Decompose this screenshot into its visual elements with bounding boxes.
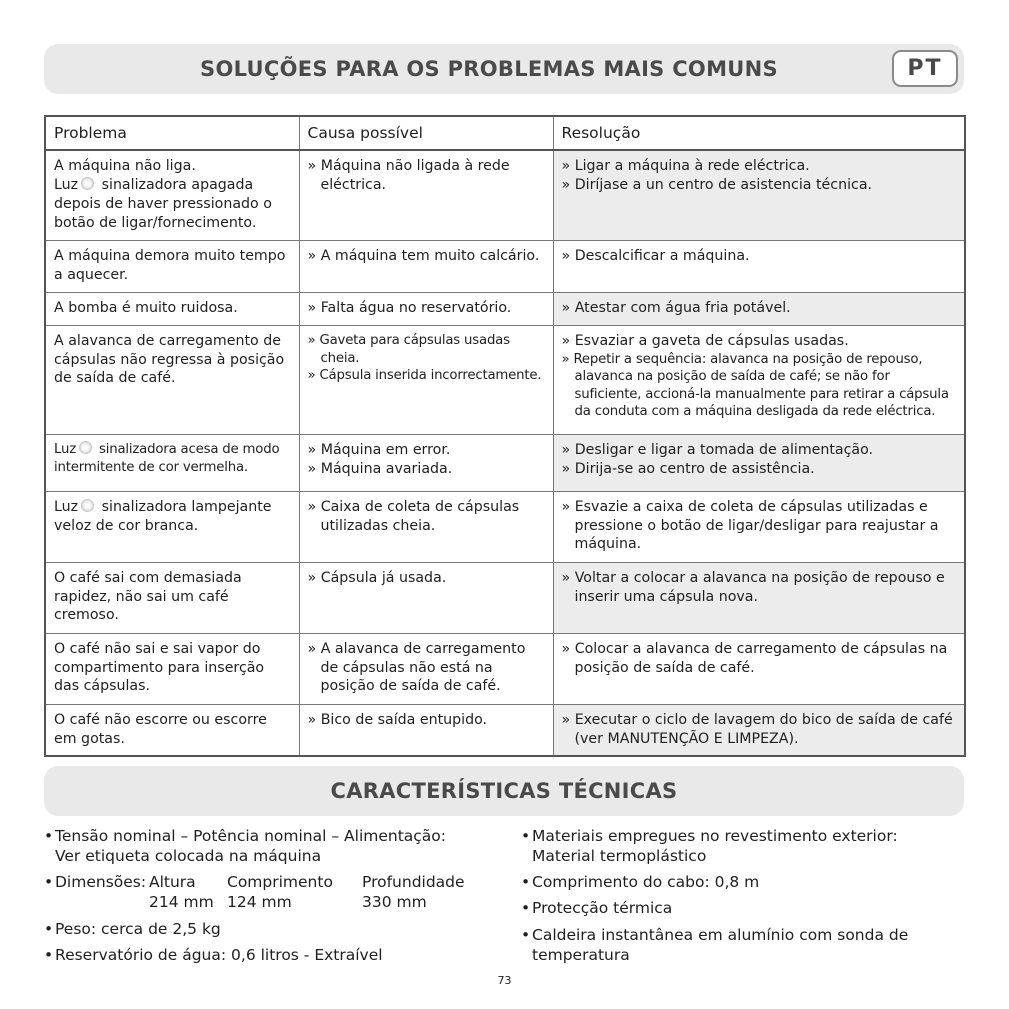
cause-cell — [299, 704, 553, 756]
resolution-cell — [553, 704, 965, 756]
dimension-value: 214 mm — [149, 893, 214, 912]
resolution-item: » Ligar a máquina à rede eléctrica. — [562, 157, 957, 176]
cause-cell — [299, 633, 553, 704]
indicator-light-icon — [81, 499, 94, 512]
cause-item: » Cápsula já usada. — [308, 569, 545, 588]
problem-cell: O café não sai e sai vapor do compartimento para inserção das cápsulas. — [45, 633, 299, 704]
indicator-light-icon — [79, 441, 92, 454]
specs-left-column — [44, 826, 504, 971]
spec-thermal: • Protecção térmica — [521, 898, 961, 918]
dimension-header: Altura — [149, 873, 196, 892]
table-row — [45, 150, 965, 240]
problem-cell: A máquina demora muito tempo a aquecer. — [45, 240, 299, 292]
resolution-cell — [553, 150, 965, 240]
troubleshooting-table — [44, 115, 966, 757]
spec-voltage — [44, 826, 504, 866]
dimension-header: Comprimento — [227, 873, 333, 892]
problem-cell — [45, 434, 299, 491]
cause-item: » Falta água no reservatório. — [308, 299, 545, 318]
resolution-item: » Esvazie a caixa de coleta de cápsulas utilizadas e pressione o botão de ligar/desligar para reajustar a máquina. — [562, 498, 957, 554]
problem-luz-text: Luz — [54, 177, 79, 194]
problem-cell — [45, 150, 299, 240]
cause-item: » Cápsula inserida incorrectamente. — [308, 367, 545, 385]
problem-luz-text: Luz — [54, 498, 79, 515]
page-title: SOLUÇÕES PARA OS PROBLEMAS MAIS COMUNS — [200, 57, 778, 81]
cause-item: » Gaveta para cápsulas usadas cheia. — [308, 332, 545, 367]
resolution-item: » Dirija-se ao centro de assistência. — [562, 460, 957, 479]
cause-item: » Máquina não ligada à rede eléctrica. — [308, 157, 545, 194]
cause-item: » Bico de saída entupido. — [308, 711, 545, 730]
table-row — [45, 434, 965, 491]
page-number: 73 — [497, 974, 512, 987]
problem-cell: A alavanca de carregamento de cápsulas não regressa à posição de saída de café. — [45, 325, 299, 434]
spec-cable: • Comprimento do cabo: 0,8 m — [521, 872, 961, 892]
resolution-item: » Diríjase a un centro de asistencia técnica. — [562, 176, 957, 195]
table-header-row — [45, 116, 965, 150]
cause-item: » Máquina avariada. — [308, 460, 545, 479]
resolution-cell — [553, 240, 965, 292]
resolution-cell — [553, 434, 965, 491]
cause-item: » Caixa de coleta de cápsulas utilizadas cheia. — [308, 498, 545, 535]
table-row — [45, 240, 965, 292]
problem-text: sinalizadora apagada depois de haver pressionado o botão de ligar/fornecimento. — [54, 177, 272, 231]
dimension-value: 330 mm — [362, 893, 427, 912]
resolution-cell — [553, 491, 965, 562]
cause-cell — [299, 325, 553, 434]
cause-item: » Máquina em error. — [308, 441, 545, 460]
spec-boiler: • Caldeira instantânea em alumínio com sonda de temperatura — [521, 925, 961, 965]
problem-cell: A bomba é muito ruidosa. — [45, 292, 299, 325]
table-row — [45, 325, 965, 434]
cause-item: » A máquina tem muito calcário. — [308, 247, 545, 266]
resolution-cell — [553, 325, 965, 434]
spec-materials — [521, 826, 961, 866]
problem-luz-text: Luz — [54, 441, 76, 457]
spec-weight: • Peso: cerca de 2,5 kg — [44, 919, 504, 939]
spec-text: • Materiais empregues no revestimento exterior: — [532, 827, 898, 845]
cause-cell — [299, 562, 553, 633]
troubleshooting-header — [44, 44, 964, 94]
cause-cell — [299, 491, 553, 562]
resolution-item: » Executar o ciclo de lavagem do bico de saída de café (ver MANUTENÇÃO E LIMPEZA). — [562, 711, 957, 748]
specs-right-column — [521, 826, 961, 971]
resolution-item: » Colocar a alavanca de carregamento de cápsulas na posição de saída de café. — [562, 640, 957, 677]
resolution-cell — [553, 633, 965, 704]
resolution-item: » Atestar com água fria potável. — [562, 299, 957, 318]
table-row — [45, 633, 965, 704]
cause-cell — [299, 434, 553, 491]
resolution-cell — [553, 562, 965, 633]
cause-item: » A alavanca de carregamento de cápsulas não está na posição de saída de café. — [308, 640, 545, 696]
spec-dimensions — [44, 872, 504, 912]
table-row — [45, 704, 965, 756]
resolution-item: » Repetir a sequência: alavanca na posição de repouso, alavanca na posição de saída de café; se não for suficiente, accioná-la manualmente para retirar a cápsula da conduta com a máquina desligada da rede eléctrica. — [562, 351, 957, 421]
indicator-light-icon — [81, 177, 94, 190]
column-header-resolution: Resolução — [553, 116, 965, 150]
resolution-item: » Esvaziar a gaveta de cápsulas usadas. — [562, 332, 957, 351]
language-badge: PT — [892, 50, 958, 87]
resolution-item: » Descalcificar a máquina. — [562, 247, 957, 266]
spec-text: • Tensão nominal – Potência nominal – Alimentação: — [55, 827, 447, 845]
cause-cell — [299, 292, 553, 325]
column-header-problem: Problema — [45, 116, 299, 150]
resolution-item: » Voltar a colocar a alavanca na posição de repouso e inserir uma cápsula nova. — [562, 569, 957, 606]
spec-reservoir: • Reservatório de água: 0,6 litros - Extraível — [44, 945, 504, 965]
problem-text: sinalizadora acesa de modo intermitente de cor vermelha. — [54, 441, 280, 475]
spec-text: Material termoplástico — [532, 847, 707, 866]
problem-text: A máquina não liga. — [54, 158, 196, 175]
specs-title: CARACTERÍSTICAS TÉCNICAS — [330, 779, 678, 803]
resolution-cell — [553, 292, 965, 325]
table-row — [45, 292, 965, 325]
problem-cell — [45, 491, 299, 562]
cause-cell — [299, 240, 553, 292]
problem-cell: O café sai com demasiada rapidez, não sai um café cremoso. — [45, 562, 299, 633]
specs-header — [44, 766, 964, 816]
resolution-item: » Desligar e ligar a tomada de alimentação. — [562, 441, 957, 460]
table-row — [45, 562, 965, 633]
dimension-value: 124 mm — [227, 893, 292, 912]
dimension-header: Profundidade — [362, 873, 465, 892]
problem-text: sinalizadora lampejante veloz de cor branca. — [54, 498, 272, 534]
table-row — [45, 491, 965, 562]
spec-text: Ver etiqueta colocada na máquina — [55, 847, 322, 866]
problem-cell: O café não escorre ou escorre em gotas. — [45, 704, 299, 756]
dimensions-label: • Dimensões: — [55, 873, 147, 892]
cause-cell — [299, 150, 553, 240]
column-header-cause: Causa possível — [299, 116, 553, 150]
